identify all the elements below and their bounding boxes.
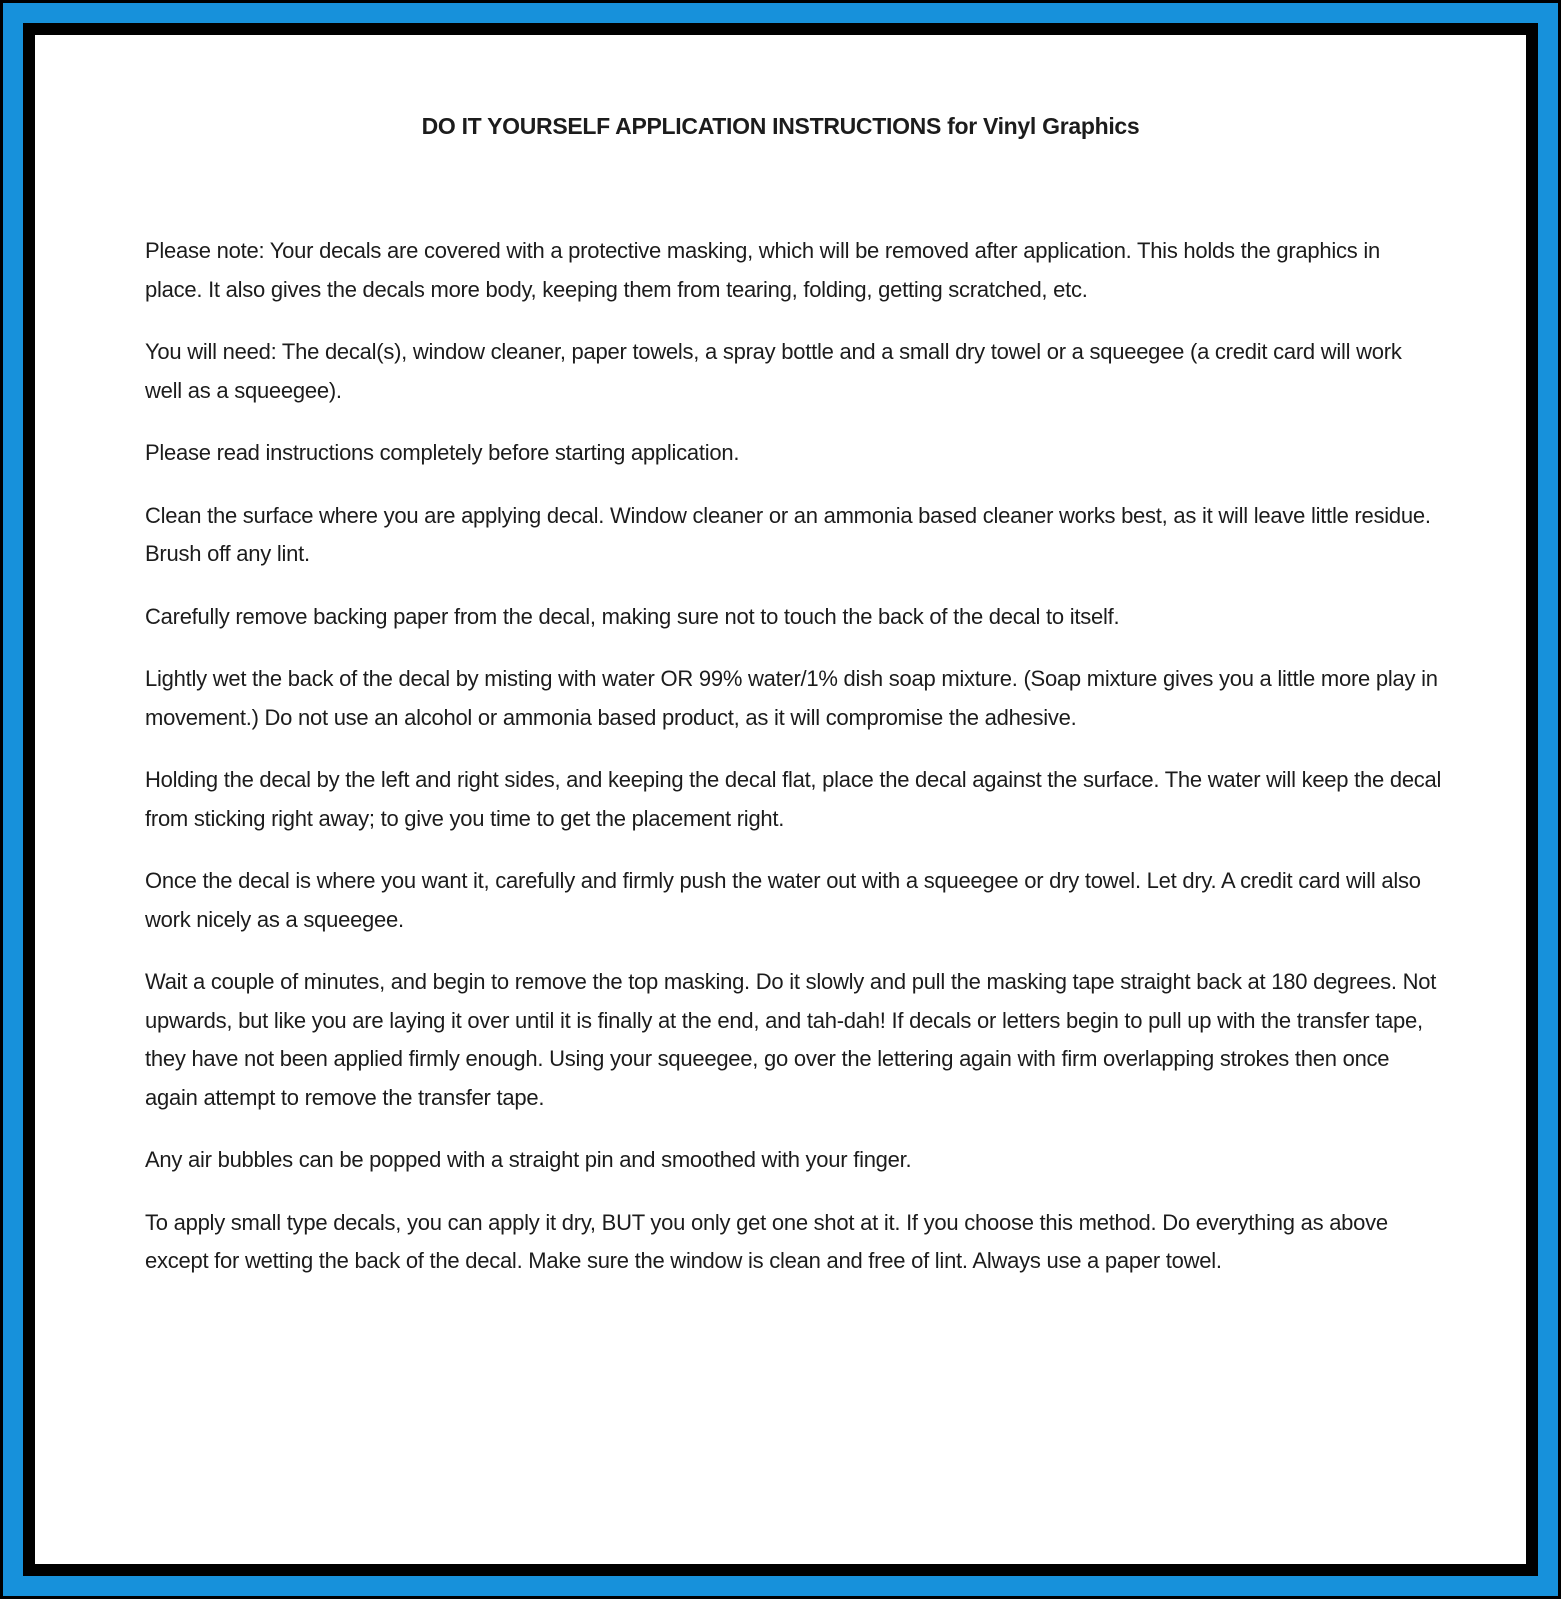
paragraph-clean-surface: Clean the surface where you are applying decal. Window cleaner or an ammonia based cleaner works best, as it will leave little residue. Brush off any lint. <box>145 502 1431 566</box>
paragraph-dry-application: To apply small type decals, you can apply it dry, BUT you only get one shot at it. If you choose this method. Do everything as above except for wetting the back of the decal. Make sure the window is clean and free of lint. Always use a paper towel. <box>145 1209 1388 1273</box>
paragraph-remove-masking: Wait a couple of minutes, and begin to remove the top masking. Do it slowly and pull the masking tape straight back at 180 degrees. Not upwards, but like you are laying it over until it is finally at the end, and tah-dah! If decals or letters begin to pull up with the transfer tape, they have not been applied firmly enough. Using your squeegee, go over the lettering again with firm overlapping strokes then once again attempt to remove the transfer tape. <box>145 969 1437 1110</box>
paragraph-wet-decal: Lightly wet the back of the decal by misting with water OR 99% water/1% dish soap mixture. (Soap mixture gives you a little more play in movement.) Do not use an alcohol or ammonia based product, as it will compromise the adhesive. <box>145 666 1438 730</box>
paragraph-squeegee-water-out: Once the decal is where you want it, carefully and firmly push the water out with a squeegee or dry towel. Let dry. A credit card will also work nicely as a squeegee. <box>145 868 1421 932</box>
paragraph-air-bubbles: Any air bubbles can be popped with a straight pin and smoothed with your finger. <box>145 1147 912 1172</box>
document-title: DO IT YOURSELF APPLICATION INSTRUCTIONS for Vinyl Graphics <box>421 113 1140 139</box>
paragraph-place-decal: Holding the decal by the left and right sides, and keeping the decal flat, place the decal against the surface. The water will keep the decal from sticking right away; to give you time to get the placement right. <box>145 767 1442 831</box>
paragraph-remove-backing: Carefully remove backing paper from the decal, making sure not to touch the back of the decal to itself. <box>145 603 1120 629</box>
paragraph-read-instructions: Please read instructions completely before starting application. <box>145 440 740 465</box>
paragraph-please-note: Please note: Your decals are covered with a protective masking, which will be removed after application. This holds the graphics in place. It also gives the decals more body, keeping them from tearing, folding, getting scratched, etc. <box>145 238 1380 302</box>
paragraph-you-will-need: You will need: The decal(s), window cleaner, paper towels, a spray bottle and a small dry towel or a squeegee (a credit card will work well as a squeegee). <box>145 339 1402 403</box>
document-body <box>145 232 1442 1281</box>
document-page <box>23 23 1538 1576</box>
